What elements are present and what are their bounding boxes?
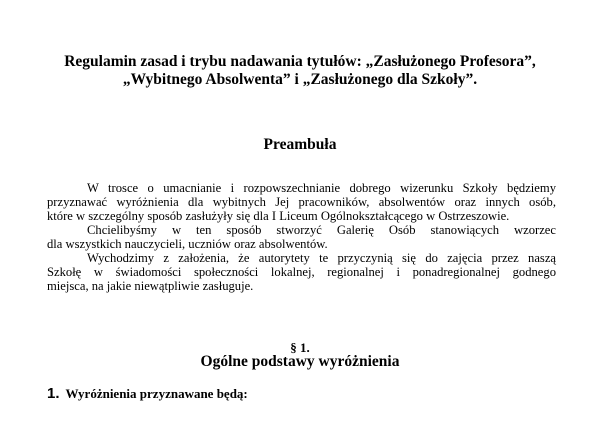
list-item-text: Wyróżnienia przyznawane będą: xyxy=(65,386,248,401)
document-title xyxy=(30,53,570,89)
preamble-line: które w szczególny sposób zasłużyły się dla I Liceum Ogólnokształcącego w Ostrzeszowie. xyxy=(47,209,510,223)
preamble-line: Szkołę w świadomości społeczności lokalnej, regionalnej i ponadregionalnej godnego xyxy=(47,265,556,279)
preamble-line: W trosce o umacnianie i rozpowszechnianie dobrego wizerunku Szkoły będziemy xyxy=(87,181,556,195)
list-item-number: 1. xyxy=(47,385,60,402)
preamble-body xyxy=(47,181,556,293)
document-title-line-2: „Wybitnego Absolwenta” i „Zasłużonego dla Szkoły”. xyxy=(122,71,478,88)
section-title: Ogólne podstawy wyróżnienia xyxy=(200,353,400,370)
document-title-line-1: Regulamin zasad i trybu nadawania tytułów: „Zasłużonego Profesora”, xyxy=(64,53,536,70)
preamble-heading: Preambuła xyxy=(263,136,337,153)
preamble-line: Wychodzimy z założenia, że autorytety te przyczynią się do zajęcia przez naszą xyxy=(87,251,556,265)
list-item xyxy=(47,385,248,403)
preamble-line: przyznawać wyróżnienia dla wybitnych Jej pracowników, absolwentów oraz innych osób, xyxy=(47,195,556,209)
preamble-line: dla wszystkich nauczycieli, uczniów oraz absolwentów. xyxy=(47,237,328,251)
section-number: § 1. xyxy=(290,340,310,355)
preamble-line: miejsca, na jakie niewątpliwie zasługuje. xyxy=(47,279,254,293)
preamble-line: Chcielibyśmy w ten sposób stworzyć Galerię Osób stanowiących wzorzec xyxy=(87,223,556,237)
